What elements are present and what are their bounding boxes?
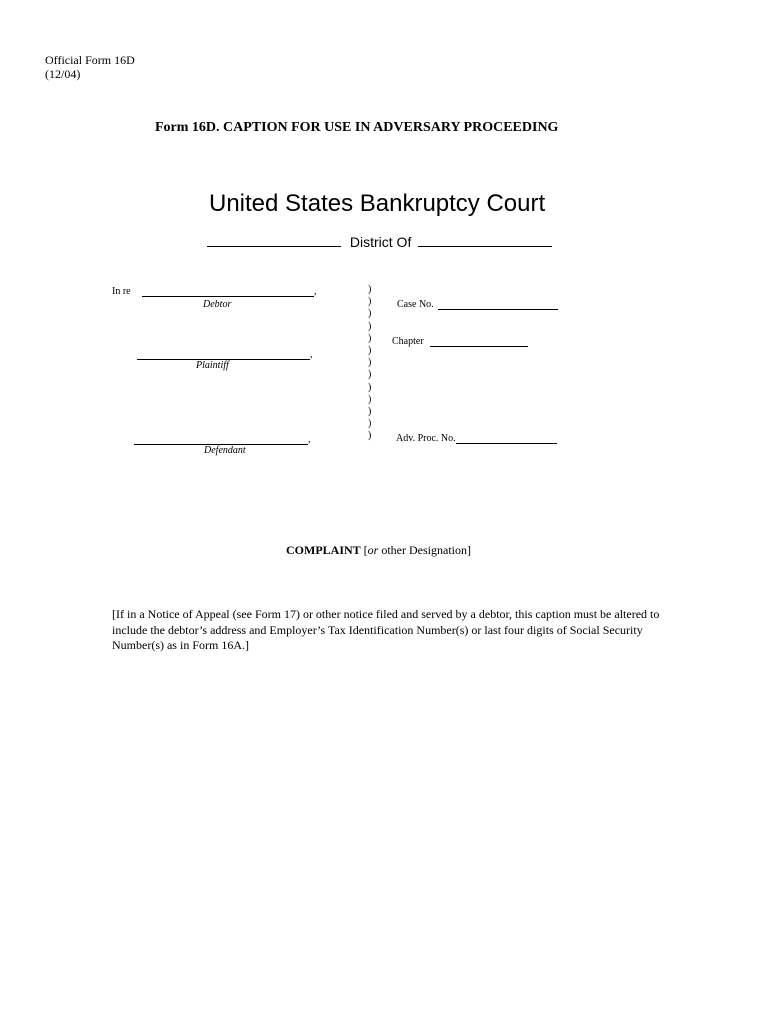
district-blank-left[interactable] bbox=[207, 232, 341, 247]
paren: ) bbox=[368, 418, 372, 430]
plaintiff-name-field[interactable] bbox=[137, 347, 310, 360]
debtor-name-field[interactable] bbox=[142, 284, 314, 297]
paren: ) bbox=[368, 430, 372, 442]
plaintiff-label: Plaintiff bbox=[196, 360, 229, 371]
chapter-field[interactable] bbox=[430, 334, 528, 347]
defendant-name-field[interactable] bbox=[134, 432, 308, 445]
debtor-label: Debtor bbox=[203, 299, 232, 310]
adv-proc-no-field[interactable] bbox=[456, 431, 557, 444]
paren: ) bbox=[368, 332, 372, 344]
paren: ) bbox=[368, 284, 372, 295]
debtor-comma: , bbox=[314, 286, 317, 297]
case-no-label: Case No. bbox=[397, 299, 434, 310]
form-title: Form 16D. CAPTION FOR USE IN ADVERSARY PROCEEDING bbox=[155, 120, 559, 135]
paren-column bbox=[368, 284, 378, 442]
note-line-2: include the debtor’s address and Employer’s Tax Identification Number(s) or last four digits of Social Security bbox=[112, 622, 643, 637]
note-line-1: [If in a Notice of Appeal (see Form 17) or other notice filed and served by a debtor, this caption must be altered to bbox=[112, 607, 660, 621]
paren: ) bbox=[368, 405, 372, 417]
paren: ) bbox=[368, 381, 372, 393]
complaint-heading bbox=[286, 543, 471, 557]
complaint-title: COMPLAINT bbox=[286, 543, 361, 557]
form-id: Official Form 16D bbox=[45, 53, 135, 67]
district-label: District Of bbox=[349, 234, 412, 250]
complaint-designation: other Designation] bbox=[378, 543, 471, 557]
chapter-label: Chapter bbox=[392, 336, 424, 347]
defendant-label: Defendant bbox=[204, 445, 246, 456]
complaint-or: or bbox=[367, 543, 379, 557]
adv-proc-no-label: Adv. Proc. No. bbox=[396, 433, 456, 444]
paren: ) bbox=[368, 320, 372, 332]
district-line bbox=[207, 232, 552, 251]
paren: ) bbox=[368, 308, 372, 320]
case-no-field[interactable] bbox=[438, 297, 558, 310]
caption-note bbox=[112, 607, 659, 654]
defendant-comma: , bbox=[308, 434, 311, 445]
paren: ) bbox=[368, 296, 372, 308]
district-blank-right[interactable] bbox=[418, 232, 552, 247]
paren: ) bbox=[368, 369, 372, 381]
note-line-3: Number(s) as in Form 16A.] bbox=[112, 638, 249, 652]
paren: ) bbox=[368, 393, 372, 405]
court-name: United States Bankruptcy Court bbox=[209, 190, 546, 217]
form-date: (12/04) bbox=[45, 67, 81, 81]
paren: ) bbox=[368, 357, 372, 369]
paren: ) bbox=[368, 344, 372, 356]
complaint-bracket: [ bbox=[363, 543, 368, 557]
plaintiff-comma: , bbox=[310, 349, 313, 360]
in-re-label: In re bbox=[112, 286, 131, 297]
